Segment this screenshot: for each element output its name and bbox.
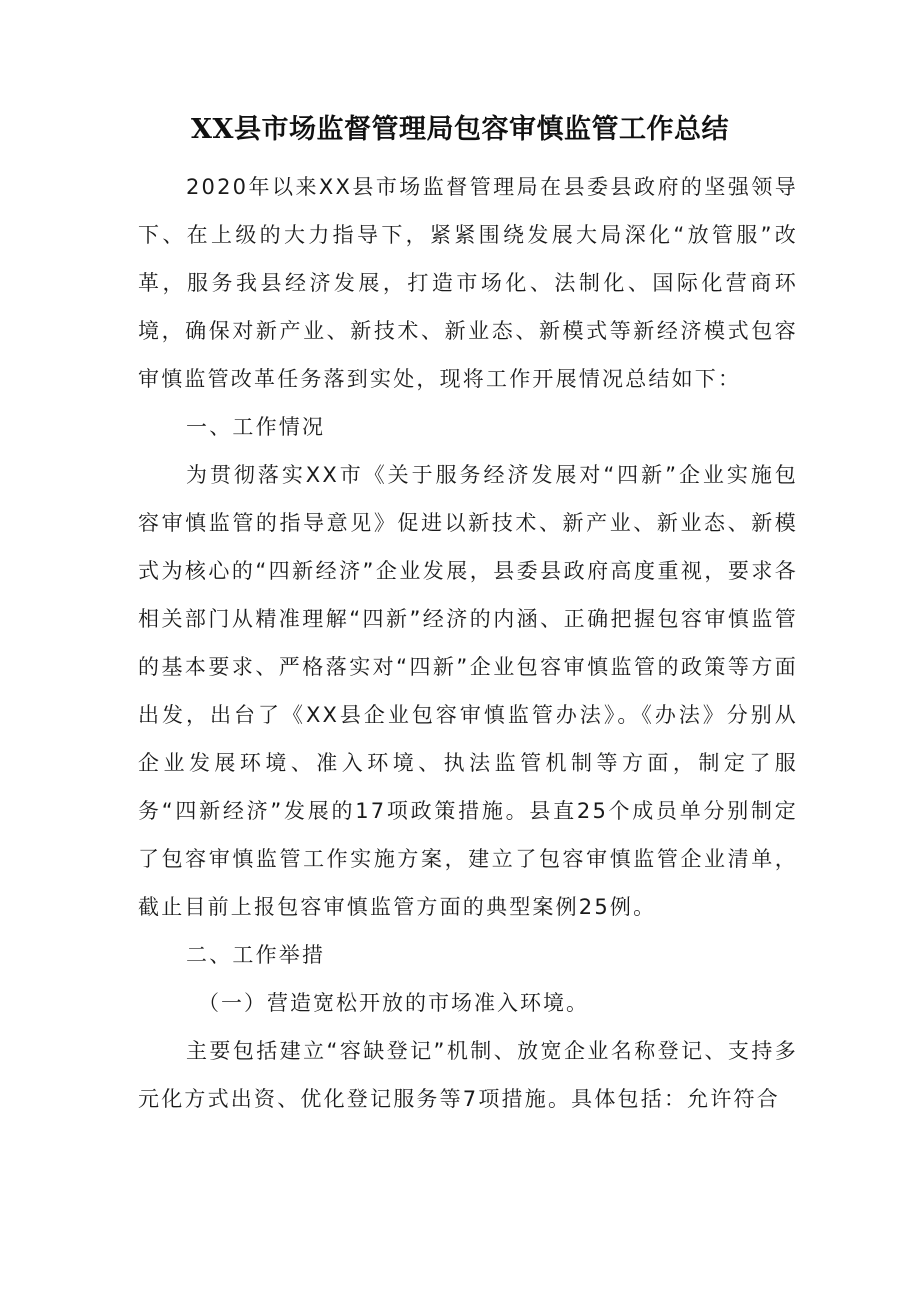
market-access-paragraph: 主要包括建立“容缺登记”机制、放宽企业名称登记、支持多元化方式出资、优化登记服务等7项措施。具体包括：允许符合 [138,1039,798,1111]
subsection-heading-market-access: （一）营造宽松开放的市场准入环境。 [198,991,589,1015]
section-heading-work-measures: 二、工作举措 [186,943,326,967]
section-heading-work-status: 一、工作情况 [186,415,326,439]
document-body [138,163,798,1123]
work-status-paragraph: 为贯彻落实XX市《关于服务经济发展对“四新”企业实施包容审慎监管的指导意见》促进以新技术、新产业、新业态、新模式为核心的“四新经济”企业发展，县委县政府高度重视，要求各相关部门从精准理解“四新”经济的内涵、正确把握包容审慎监管的基本要求、严格落实对“四新”企业包容审慎监管的政策等方面出发，出台了《XX县企业包容审慎监管办法》。《办法》分别从企业发展环境、准入环境、执法监管机制等方面，制定了服务“四新经济”发展的17项政策措施。县直25个成员单分别制定了包容审慎监管工作实施方案，建立了包容审慎监管企业清单，截止目前上报包容审慎监管方面的典型案例25例。 [138,463,798,919]
document-title: XX县市场监督管理局包容审慎监管工作总结 [191,114,729,145]
intro-paragraph: 2020年以来XX县市场监督管理局在县委县政府的坚强领导下、在上级的大力指导下，紧紧围绕发展大局深化“放管服”改革，服务我县经济发展，打造市场化、法制化、国际化营商环境，确保对新产业、新技术、新业态、新模式等新经济模式包容审慎监管改革任务落到实处，现将工作开展情况总结如下： [138,175,798,391]
